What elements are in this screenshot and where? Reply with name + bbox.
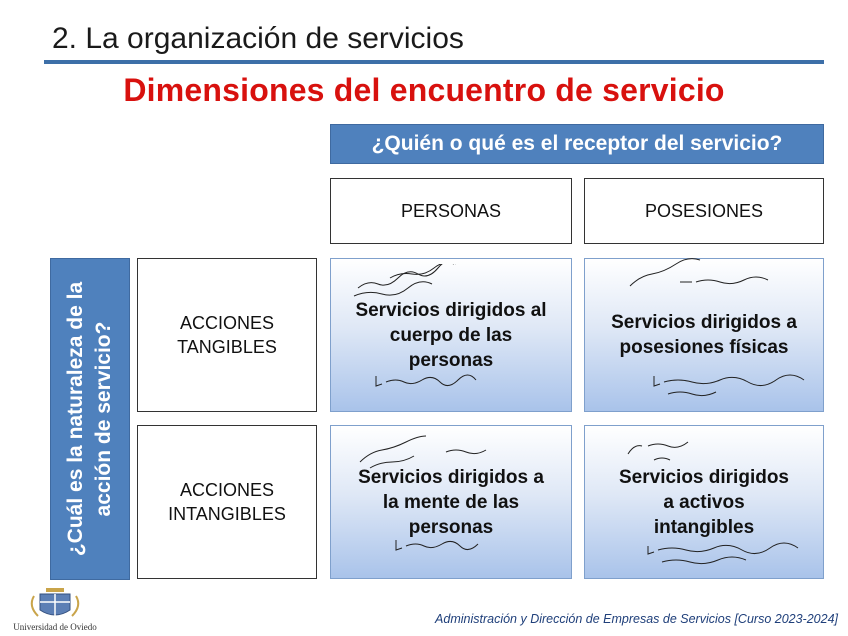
row-header-tangibles [137, 258, 317, 412]
row-question-text: ¿Cuál es la naturaleza de la acción de servicio? [64, 281, 115, 557]
row-header-label: ACCIONES TANGIBLES [177, 313, 277, 357]
university-logo [10, 584, 100, 634]
cell-intangible-possessions [584, 425, 824, 579]
university-crest-icon [10, 584, 100, 622]
cell-label: Servicios dirigidos a activos intangibles [619, 466, 789, 538]
cell-tangible-possessions [584, 258, 824, 412]
row-header-intangibles [137, 425, 317, 579]
column-header-label: POSESIONES [644, 200, 764, 221]
cell-label: Servicios dirigidos a posesiones físicas [611, 312, 797, 358]
course-footer: Administración y Dirección de Empresas de Servicios [Curso 2023-2024] [435, 612, 838, 626]
column-question-banner [330, 124, 824, 164]
column-question-text: ¿Quién o qué es el receptor del servicio? [371, 132, 783, 155]
row-header-label: ACCIONES INTANGIBLES [168, 480, 286, 524]
title-divider [44, 60, 824, 64]
cell-label: Servicios dirigidos al cuerpo de las personas [355, 299, 547, 371]
university-name: Universidad de Oviedo [13, 622, 97, 632]
cell-intangible-people [330, 425, 572, 579]
column-header-label: PERSONAS [400, 200, 502, 221]
row-question-banner [50, 258, 130, 580]
cell-tangible-people [330, 258, 572, 412]
cell-label: Servicios dirigidos a la mente de las personas [358, 466, 544, 538]
main-heading: Dimensiones del encuentro de servicio [123, 72, 725, 108]
slide-title: 2. La organización de servicios [52, 22, 464, 55]
column-header-personas [330, 178, 572, 244]
column-header-posesiones [584, 178, 824, 244]
